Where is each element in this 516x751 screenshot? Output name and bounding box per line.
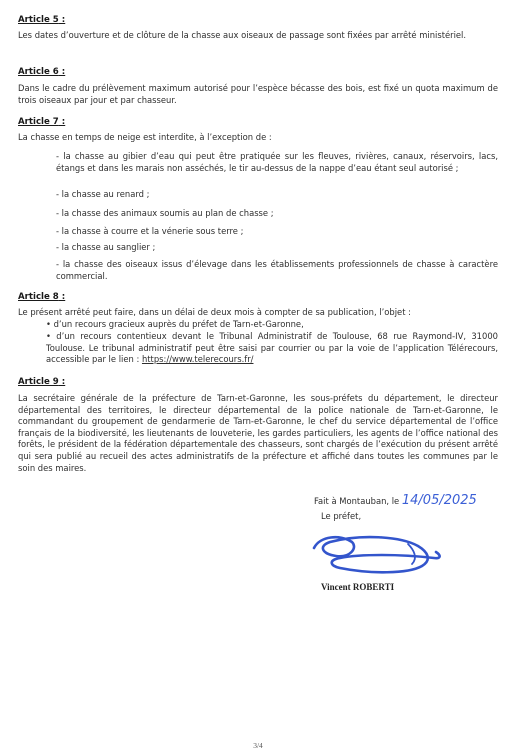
signature-role: Le préfet, (321, 511, 362, 521)
article-8-bullet: • d’un recours contentieux devant le Tribunal Administratif de Toulouse, 68 rue Raymond-IV, 31000 Toulouse. Le tribunal administratif peut être saisi par courrier ou par la voie de l’application Télérecours, accessible par le lien : https://www.telerecours.fr/ (46, 331, 498, 365)
article-9-heading: Article 9 : (18, 377, 66, 387)
telerecours-link[interactable]: https://www.telerecours.fr/ (141, 354, 254, 365)
article-5-text: Les dates d’ouverture et de clôture de la chasse aux oiseaux de passage sont fixées par arrêté ministériel. (18, 30, 467, 40)
page-number: 3/4 (253, 741, 263, 750)
article-5-heading: Article 5 : (18, 15, 66, 25)
signer-name: Vincent ROBERTI (321, 582, 395, 592)
handwritten-date: 14/05/2025 (401, 493, 477, 508)
article-8-intro: Le présent arrêté peut faire, dans un délai de deux mois à compter de sa publication, l’objet : (18, 307, 411, 317)
signature-place-date: Fait à Montauban, le 14/05/2025 (314, 493, 477, 508)
article-7-item: - la chasse à courre et la vénerie sous terre ; (56, 226, 244, 236)
article-8-bullet: • d’un recours gracieux auprès du préfet de Tarn-et-Garonne, (46, 319, 304, 329)
article-6-text: Dans le cadre du prélèvement maximum autorisé pour l’espèce bécasse des bois, est fixé un quota maximum de trois oiseaux par jour et par chasseur. (18, 83, 498, 105)
article-7-heading: Article 7 : (18, 117, 66, 127)
article-6-heading: Article 6 : (18, 67, 66, 77)
article-7-item: - la chasse des oiseaux issus d’élevage dans les établissements professionnels de chasse à caractère commercial. (56, 259, 498, 281)
article-7-intro: La chasse en temps de neige est interdite, à l’exception de : (18, 132, 272, 142)
article-7-item: - la chasse au renard ; (56, 189, 150, 199)
article-8-heading: Article 8 : (18, 292, 66, 302)
article-7-item: - la chasse au gibier d’eau qui peut être pratiquée sur les fleuves, rivières, canaux, réservoirs, lacs, étangs et dans les marais non asséchés, le tir au-dessus de la nappe d’eau étant seul autorisé ; (56, 151, 498, 173)
article-7-item: - la chasse des animaux soumis au plan de chasse ; (56, 208, 274, 218)
article-7-item: - la chasse au sanglier ; (56, 242, 156, 252)
signature-scribble (300, 524, 450, 580)
article-9-text: La secrétaire générale de la préfecture de Tarn-et-Garonne, les sous-préfets du département, le directeur départemental des territoires, le directeur départemental de la police nationale de Tarn-et-Garonne, le commandant du groupement de gendarmerie de Tarn-et-Garonne, le chef du service départemental de l’office français de la biodiversité, les lieutenants de louveterie, les gardes particuliers, les agents de l’office national des forêts, le président de la fédération départementale des chasseurs, sont chargés de l’exécution du présent arrêté qui sera publié au recueil des actes administratifs de la préfecture et affiché dans toutes les communes par le soin des maires. (18, 393, 498, 473)
